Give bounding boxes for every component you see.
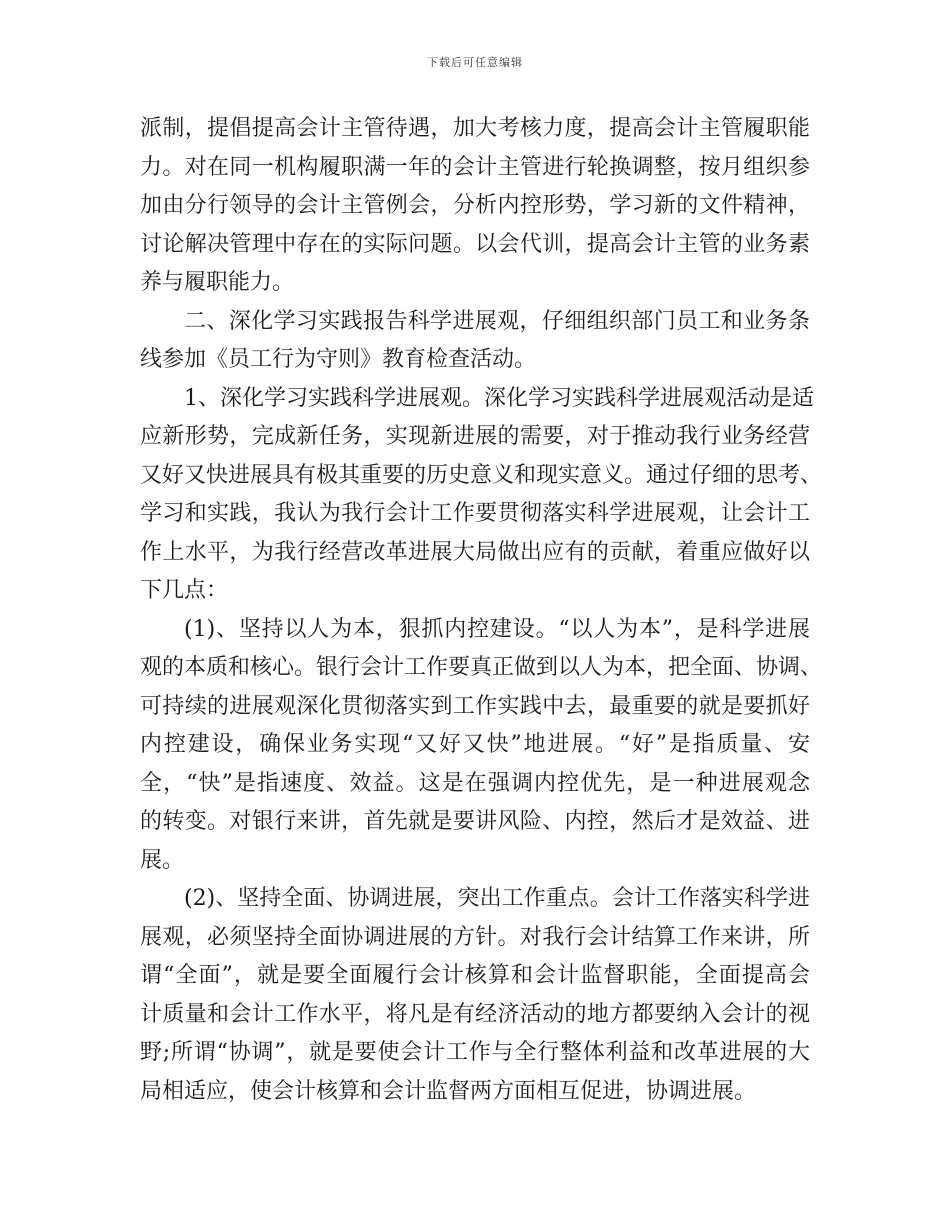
text-line: 展。 <box>140 847 185 873</box>
text-line: 可持续的进展观深化贯彻落实到工作实践中去，最重要的就是要抓好 <box>140 693 810 719</box>
text-line: 的转变。对银行来讲，首先就是要讲风险、内控，然后才是效益、进 <box>140 809 810 834</box>
text-line: 养与履职能力。 <box>140 270 295 295</box>
text-line: 加由分行领导的会计主管例会，分析内控形势，学习新的文件精神， <box>140 193 810 218</box>
text-line: 计质量和会计工作水平，将凡是有经济活动的地方都要纳入会计的视 <box>140 1001 810 1027</box>
text-line: 二、深化学习实践报告科学进展观，仔细组织部门员工和业务条 <box>184 308 810 334</box>
text-line: 野;所谓“协调”，就是要使会计工作与全行整体利益和改革进展的大 <box>140 1040 810 1065</box>
text-line: 谓“全面”，就是要全面履行会计核算和会计监督职能，全面提高会 <box>140 963 810 988</box>
text-line: 派制，提倡提高会计主管待遇，加大考核力度，提高会计主管履职能 <box>140 116 810 141</box>
text-line: 观的本质和核心。银行会计工作要真正做到以人为本，把全面、协调、 <box>140 655 823 680</box>
text-line: (1)、坚持以人为本，狠抓内控建设。“以人为本”，是科学进展 <box>184 616 810 642</box>
text-line: 线参加《员工行为守则》教育检查活动。 <box>140 347 537 372</box>
text-line: 应新形势，完成新任务，实现新进展的需要，对于推动我行业务经营 <box>140 424 810 449</box>
text-line: 又好又快进展具有极其重要的历史意义和现实意义。通过仔细的思考、 <box>140 462 823 488</box>
document-body <box>140 110 823 1111</box>
text-line: 全，“快”是指速度、效益。这是在强调内控优先，是一种进展观念 <box>140 770 810 796</box>
text-line: 局相适应，使会计核算和会计监督两方面相互促进，协调进展。 <box>140 1078 757 1104</box>
text-line: 力。对在同一机构履职满一年的会计主管进行轮换调整，按月组织参 <box>140 154 810 180</box>
text-line: 作上水平，为我行经营改革进展大局做出应有的贡献，着重应做好以 <box>140 539 810 565</box>
page-header-note: 下载后可任意编辑 <box>427 56 523 69</box>
text-line: (2)、坚持全面、协调进展，突出工作重点。会计工作落实科学进 <box>184 886 810 911</box>
text-line: 学习和实践，我认为我行会计工作要贯彻落实科学进展观，让会计工 <box>140 501 810 526</box>
text-line: 内控建设，确保业务实现“又好又快”地进展。“好”是指质量、安 <box>140 732 810 757</box>
text-line: 讨论解决管理中存在的实际问题。以会代训，提高会计主管的业务素 <box>140 231 810 257</box>
text-line: 下几点： <box>140 578 229 603</box>
text-line: 1、深化学习实践科学进展观。深化学习实践科学进展观活动是适 <box>184 385 814 411</box>
text-line: 展观，必须坚持全面协调进展的方针。对我行会计结算工作来讲，所 <box>140 924 810 950</box>
